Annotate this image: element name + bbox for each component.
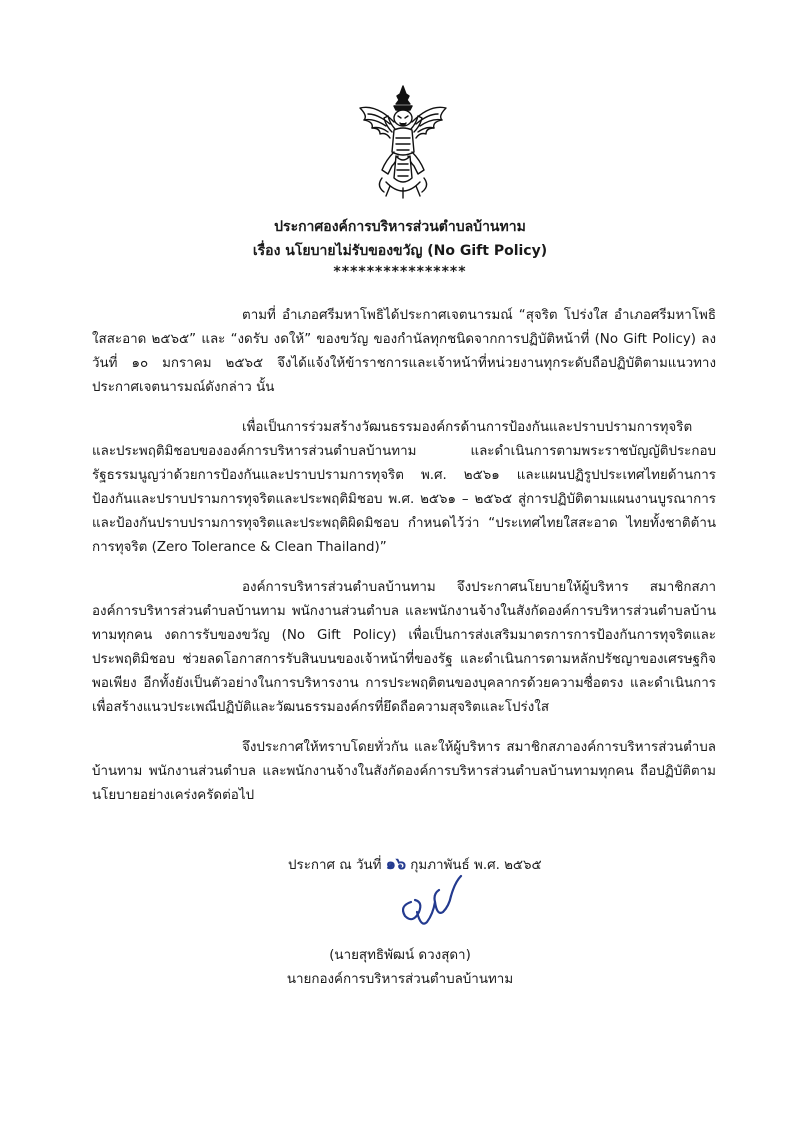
signatory-position: นายกองค์การบริหารส่วนตำบลบ้านทาม (286, 972, 514, 987)
handwritten-signature (395, 872, 475, 936)
title-divider: **************** (333, 264, 467, 280)
paragraph-4: จึงประกาศให้ทราบโดยทั่วกัน และให้ผู้บริหาร สมาชิกสภาองค์การบริหารส่วนตำบลบ้านทาม พนักงานส่วนตำบล และพนักงานจ้างในสังกัดองค์การบริหารส่วนตำบลบ้านทามทุกคน ถือปฏิบัติตามนโยบายอย่างเคร่งครัดต่อไป (92, 740, 716, 803)
dateline-prefix: ประกาศ ณ วันที่ (288, 858, 382, 873)
paragraph-3: องค์การบริหารส่วนตำบลบ้านทาม จึงประกาศนโยบายให้ผู้บริหาร สมาชิกสภาองค์การบริหารส่วนตำบลบ้านทาม พนักงานส่วนตำบล และพนักงานจ้างในสังกัดองค์การบริหารส่วนตำบลบ้านทามทุกคน งดการรับของขวัญ (No Gift Policy) เพื่อเป็นการส่งเสริมมาตรการการป้องกันการทุจริตและประพฤติมิชอบ ช่วยลดโอกาสการรับสินบนของเจ้าหน้าที่ของรัฐ และดำเนินการตามหลักปรัชญาของเศรษฐกิจพอเพียง อีกทั้งยังเป็นตัวอย่างในการบริหารงาน การประพฤติตนของบุคลากรด้วยความซื่อตรง และดำเนินการเพื่อสร้างแนวประเพณีปฏิบัติและวัฒนธรรมองค์กรที่ยึดถือความสุจริตและโปร่งใส (92, 580, 716, 715)
announcement-title: ประกาศองค์การบริหารส่วนตำบลบ้านทาม (274, 219, 526, 235)
paragraph-2: เพื่อเป็นการร่วมสร้างวัฒนธรรมองค์กรด้านการป้องกันและปราบปรามการทุจริตและประพฤติมิชอบขององค์การบริหารส่วนตำบลบ้านทาม และดำเนินการตามพระราชบัญญัติประกอบรัฐธรรมนูญว่าด้วยการป้องกันและปราบปรามการทุจริต พ.ศ. ๒๕๖๑ และแผนปฏิรูปประเทศไทยด้านการป้องกันและปราบปรามการทุจริตและประพฤติมิชอบ พ.ศ. ๒๕๖๑ – ๒๕๖๕ สู่การปฏิบัติตามแผนงานบูรณาการและป้องกันปราบปรามการทุจริตและประพฤติผิดมิชอบ กำหนดไว้ว่า “ประเทศไทยใสสะอาด ไทยทั้งชาติต้านการทุจริต (Zero Tolerance & Clean Thailand)” (92, 420, 716, 555)
paragraph-1: ตามที่ อำเภอศรีมหาโพธิได้ประกาศเจตนารมณ์ “สุจริต โปร่งใส อำเภอศรีมหาโพธิ ใสสะอาด ๒๕๖๕” และ “งดรับ งดให้” ของขวัญ ของกำนัลทุกชนิดจากการปฏิบัติหน้าที่ (No Gift Policy) ลงวันที่ ๑๐ มกราคม ๒๕๖๕ จึงได้แจ้งให้ข้าราชการและเจ้าหน้าที่หน่วยงานทุกระดับถือปฏิบัติตามแนวทางประกาศเจตนารมณ์ดังกล่าว นั้น (92, 308, 716, 395)
signatory-name: (นายสุทธิพัฒน์ ดวงสุดา) (329, 948, 471, 963)
announcement-body (92, 304, 716, 808)
garuda-emblem-icon (356, 82, 450, 200)
dateline-day: ๑๖ (385, 854, 407, 873)
announcement-subject: เรื่อง นโยบายไม่รับของขวัญ (No Gift Policy) (252, 243, 548, 259)
dateline-suffix: กุมภาพันธ์ พ.ศ. ๒๕๖๕ (410, 858, 542, 873)
